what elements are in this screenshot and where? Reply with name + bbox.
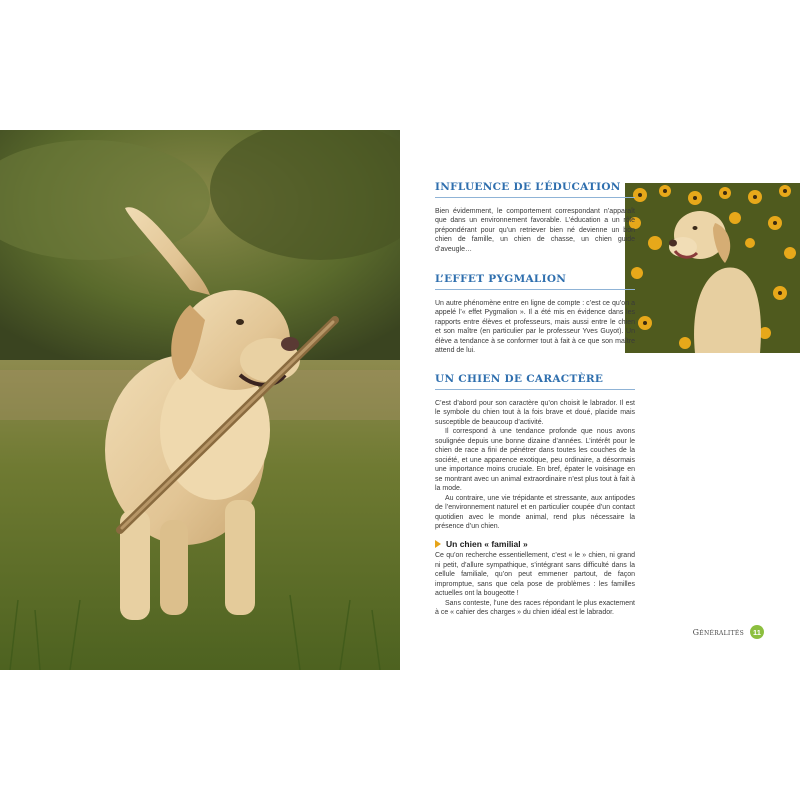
paragraph: Ce qu’on recherche essentiellement, c’est « le » chien, ni grand ni petit, d’allure sympathique, s’intégrant sans difficulté dans la cellule familiale, qu’on peut emmener partout, de façon impromptue, sans que cela pose de problèmes : les familles actuelles ont la bougeotte ! [435,552,635,597]
labrador-stick-photo [0,130,400,670]
section-education [435,183,635,254]
footer-section-name: Généralités [692,627,744,637]
section-heading: INFLUENCE DE L’ÉDUCATION [435,183,635,198]
paragraph: C’est d’abord pour son caractère qu’on choisit le labrador. Il est le symbole du chien tout à la fois brave et doué, placide mais susceptible de beaucoup d’activité. [435,399,635,426]
page-footer [693,625,764,639]
section-caractere [435,375,635,618]
paragraph: Sans conteste, l’une des races répondant le plus exactement à ce « cahier des charges » du chien idéal est le labrador. [435,599,635,616]
section-pygmalion [435,275,635,356]
triangle-bullet-icon [435,540,441,548]
paragraph: Au contraire, une vie trépidante et stressante, aux antipodes de l’environnement naturel et en particulier coupée d’un contact quotidien avec le monde animal, rend plus nécessaire la présence d’un chien. [435,494,635,530]
section-heading: L’EFFET PYGMALION [435,275,635,290]
paragraph: Un autre phénomène entre en ligne de compte : c’est ce qu’on a appelé l’« effet Pygmalion ». Il a été mis en évidence dans les rapports entre élèves et professeurs, mais aussi entre le chien et son maître (en particulier par le professeur Yves Guyot). Un élève a tendance à se conformer tout à fait à ce que son maître attend de lui. [435,299,635,354]
paragraph: Il correspond à une tendance profonde que nous avons soulignée depuis une bonne dizaine d’années. L’intérêt pour le chien de race a fini de pénétrer dans toutes les couches de la société, et une apparence exotique, peu ordinaire, a désormais une importance moins cruciale. En bref, épater le voisinage en se montrant avec un animal extraordinaire n’est plus tout à fait à la mode. [435,428,635,492]
page-number-badge: 11 [750,625,764,639]
section-heading: UN CHIEN DE CARACTÈRE [435,375,635,390]
paragraph: Bien évidemment, le comportement correspondant n’apparaît que dans un environnement favorable. L’éducation a un rôle prépondérant pour qu’un retriever bien né devienne un bon chien de famille, un chien de chasse, un chien guide d’aveugle… [435,207,635,253]
subsection-title-text: Un chien « familial » [446,538,528,549]
subsection-title [435,540,635,550]
labrador-flowers-photo [625,183,800,353]
